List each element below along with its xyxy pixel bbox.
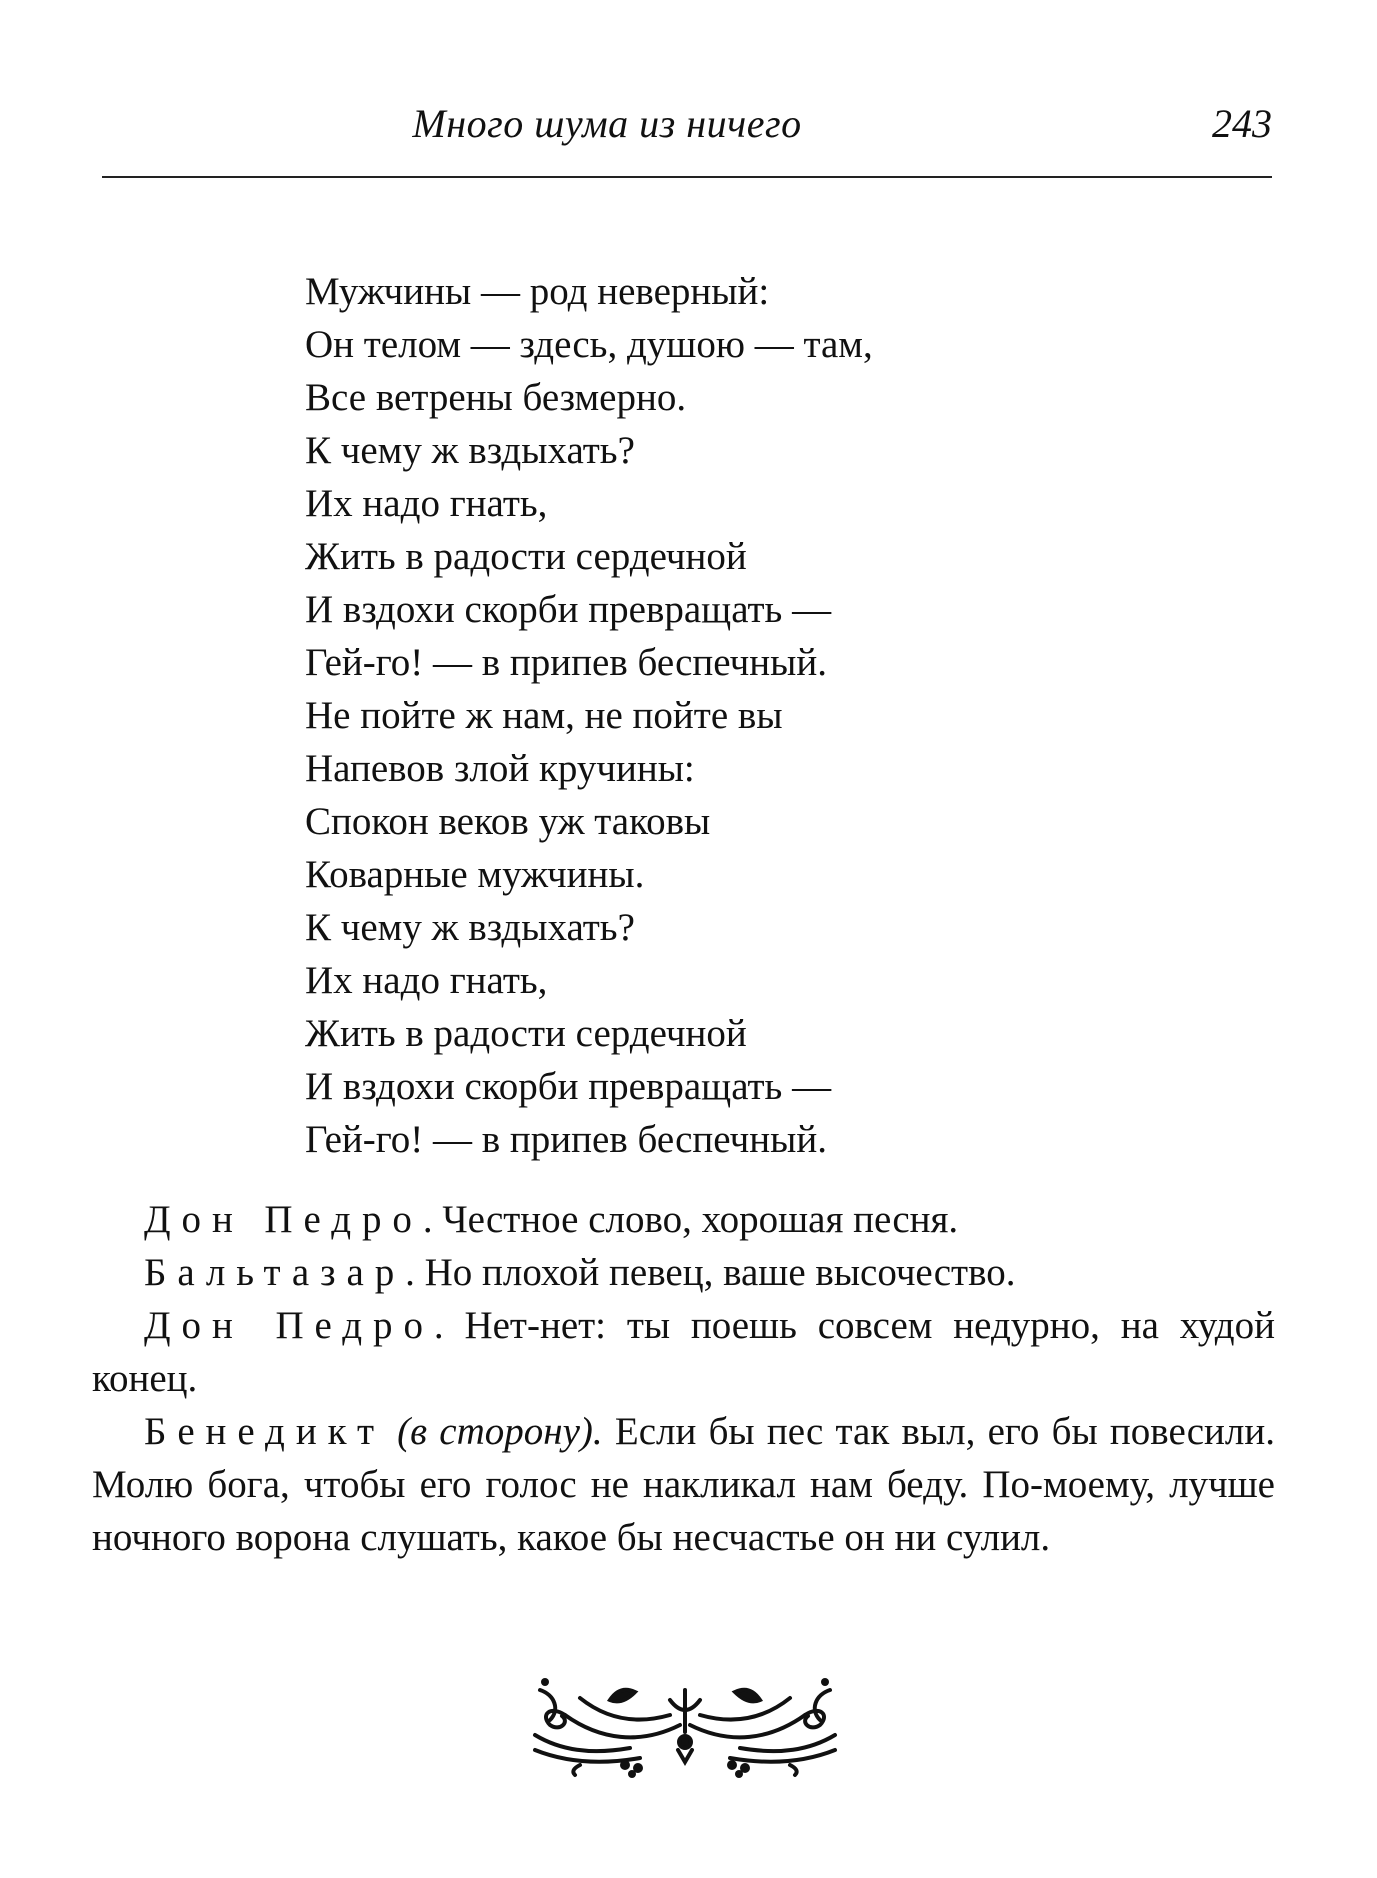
speaker-name: Бальтазар [144, 1251, 406, 1294]
speaker-name: Дон Педро [144, 1198, 423, 1241]
stage-direction: (в сторону). [397, 1410, 603, 1453]
speech-text: Если бы пес так выл, его бы повесили. Молю бога, чтобы его голос не накликал нам беду. По-моему, лучше ночного ворона слушать, какое бы несчастье он ни сулил. [92, 1410, 1275, 1559]
verse-line: Спокон веков уж таковы [305, 800, 711, 843]
verse-line: Жить в радости сердечной [305, 535, 747, 578]
speaker-name: Дон Педро [144, 1304, 434, 1347]
verse-line: Их надо гнать, [305, 482, 548, 525]
verse-line: Он телом — здесь, душою — там, [305, 323, 873, 366]
verse-line: К чему ж вздыхать? [305, 906, 635, 949]
dialogue [92, 1193, 1275, 1564]
song-verse [305, 265, 1105, 1166]
running-title: Много шума из ничего [412, 101, 802, 146]
speech-text: Нет-нет: ты поешь совсем недурно, на худой конец. [92, 1304, 1275, 1400]
speech-text: Честное слово, хорошая песня. [442, 1198, 959, 1241]
verse-line: И вздохи скорби превращать — [305, 1065, 832, 1108]
verse-line: Их надо гнать, [305, 959, 548, 1002]
speech-text: Но плохой певец, ваше высочество. [424, 1251, 1016, 1294]
verse-line: Коварные мужчины. [305, 853, 645, 896]
page-number: 243 [1212, 101, 1272, 146]
speech-don-pedro-1: Дон Педро. Честное слово, хорошая песня. [144, 1198, 959, 1241]
verse-line: Все ветрены безмерно. [305, 376, 687, 419]
verse-line: Мужчины — род неверный: [305, 270, 770, 313]
verse-line: К чему ж вздыхать? [305, 429, 635, 472]
verse-line: Жить в радости сердечной [305, 1012, 747, 1055]
verse-line: Напевов злой кручины: [305, 747, 695, 790]
verse-line: И вздохи скорби превращать — [305, 588, 832, 631]
verse-line: Гей-го! — в припев беспечный. [305, 1118, 827, 1161]
speaker-name: Бенедикт [144, 1410, 385, 1453]
verse-line: Не пойте ж нам, не пойте вы [305, 694, 783, 737]
speech-don-pedro-2: Дон Педро. Нет-нет: ты поешь совсем недурно, на худой конец. [92, 1304, 1275, 1400]
speech-benedick [92, 1405, 1275, 1564]
floral-fleuron-icon [520, 1670, 850, 1780]
running-head [102, 100, 1272, 160]
header-rule [102, 176, 1272, 178]
verse-line: Гей-го! — в припев беспечный. [305, 641, 827, 684]
speech-balthasar: Бальтазар. Но плохой певец, ваше высочество. [144, 1251, 1016, 1294]
